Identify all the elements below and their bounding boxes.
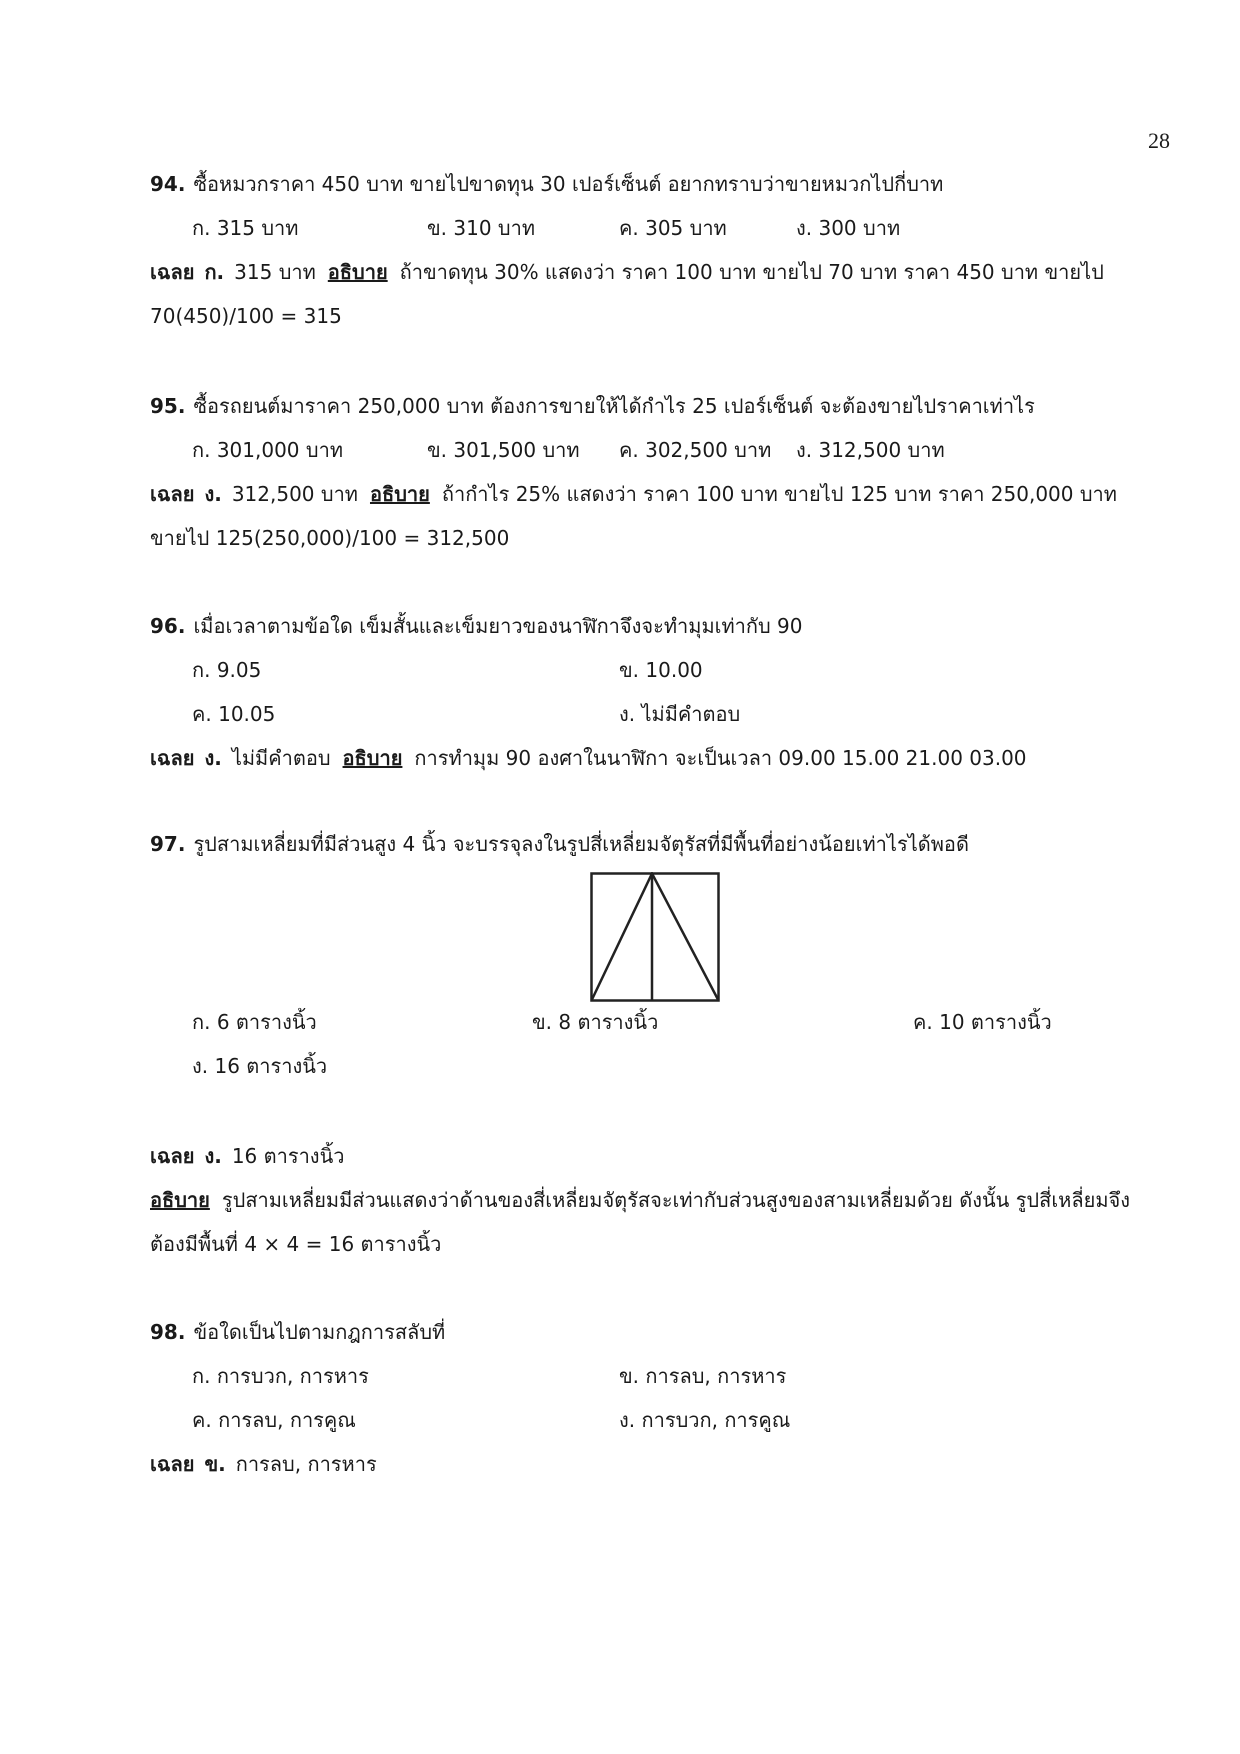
option-c: ค. 305 บาท — [619, 216, 727, 240]
option-b: ข. 310 บาท — [427, 216, 536, 240]
answer-text: การลบ, การหาร — [235, 1452, 377, 1476]
explain-continuation: ขายไป 125(250,000)/100 = 312,500 — [150, 526, 510, 550]
answer-94 — [150, 258, 1104, 286]
question-text: ซื้อหมวกราคา 450 บาท ขายไปขาดทุน 30 เปอร์เซ็นต์ อยากทราบว่าขายหมวกไปกี่บาท — [193, 172, 944, 196]
question-number: 94. — [150, 172, 186, 196]
question-98 — [150, 1318, 445, 1346]
option-a: ก. การบวก, การหาร — [192, 1364, 369, 1388]
option-a: ก. 6 ตารางนิ้ว — [192, 1010, 317, 1034]
answer-choice: ง. — [204, 1144, 222, 1168]
answer-choice: ง. — [204, 482, 222, 506]
option-d: ง. 312,500 บาท — [796, 438, 945, 462]
explain-continuation: 70(450)/100 = 315 — [150, 304, 342, 328]
question-number: 98. — [150, 1320, 186, 1344]
answer-text: ไม่มีคำตอบ — [231, 746, 331, 770]
page-number: 28 — [1148, 128, 1170, 153]
question-95 — [150, 392, 1035, 420]
question-number: 96. — [150, 614, 186, 638]
question-text: ข้อใดเป็นไปตามกฎการสลับที่ — [193, 1320, 446, 1344]
explain-text: การทำมุม 90 องศาในนาฬิกา จะเป็นเวลา 09.00 15.00 21.00 03.00 — [414, 746, 1027, 770]
explain-text: ถ้าขาดทุน 30% แสดงว่า ราคา 100 บาท ขายไป 70 บาท ราคา 450 บาท ขายไป — [399, 260, 1104, 284]
question-text: ซื้อรถยนต์มาราคา 250,000 บาท ต้องการขายให้ได้กำไร 25 เปอร์เซ็นต์ จะต้องขายไปราคาเท่าไร — [193, 394, 1035, 418]
triangle-in-square-figure — [590, 872, 720, 1002]
answer-label: เฉลย — [150, 746, 195, 770]
explanation-97 — [150, 1186, 1130, 1214]
option-b: ข. 10.00 — [619, 658, 703, 682]
explain-text: รูปสามเหลี่ยมมีส่วนแสดงว่าด้านของสี่เหลี่ยมจัตุรัสจะเท่ากับส่วนสูงของสามเหลี่ยมด้วย ดังนั้น รูปสี่เหลี่ยมจึง — [221, 1188, 1130, 1212]
answer-text: 312,500 บาท — [231, 482, 358, 506]
explain-label: อธิบาย — [342, 746, 403, 770]
question-96 — [150, 612, 803, 640]
explain-text: ถ้ากำไร 25% แสดงว่า ราคา 100 บาท ขายไป 125 บาท ราคา 250,000 บาท — [441, 482, 1117, 506]
answer-label: เฉลย — [150, 1452, 195, 1476]
question-text: เมื่อเวลาตามข้อใด เข็มสั้นและเข็มยาวของนาฬิกาจึงจะทำมุมเท่ากับ 90 — [193, 614, 803, 638]
answer-label: เฉลย — [150, 260, 195, 284]
option-a: ก. 9.05 — [192, 658, 262, 682]
answer-95 — [150, 480, 1117, 508]
answer-choice: ก. — [204, 260, 225, 284]
explain-label: อธิบาย — [327, 260, 388, 284]
answer-label: เฉลย — [150, 1144, 195, 1168]
question-number: 97. — [150, 832, 186, 856]
answer-text: 16 ตารางนิ้ว — [231, 1144, 345, 1168]
option-c: ค. 10 ตารางนิ้ว — [913, 1010, 1052, 1034]
option-c: ค. 10.05 — [192, 702, 276, 726]
option-d: ง. 300 บาท — [796, 216, 901, 240]
option-a: ก. 315 บาท — [192, 216, 299, 240]
answer-96 — [150, 744, 1027, 772]
question-94 — [150, 170, 943, 198]
answer-choice: ง. — [204, 746, 222, 770]
explain-label: อธิบาย — [369, 482, 430, 506]
answer-98 — [150, 1450, 377, 1478]
question-number: 95. — [150, 394, 186, 418]
answer-text: 315 บาท — [234, 260, 316, 284]
option-b: ข. 301,500 บาท — [427, 438, 580, 462]
option-d: ง. ไม่มีคำตอบ — [619, 702, 741, 726]
answer-97 — [150, 1142, 344, 1170]
explain-label: อธิบาย — [150, 1188, 210, 1212]
square-outline — [592, 874, 719, 1001]
option-b: ข. การลบ, การหาร — [619, 1364, 787, 1388]
question-97 — [150, 830, 969, 858]
option-b: ข. 8 ตารางนิ้ว — [532, 1010, 659, 1034]
triangle-outline — [592, 874, 719, 1001]
option-a: ก. 301,000 บาท — [192, 438, 343, 462]
option-c: ค. การลบ, การคูณ — [192, 1408, 356, 1432]
answer-choice: ข. — [204, 1452, 226, 1476]
question-text: รูปสามเหลี่ยมที่มีส่วนสูง 4 นิ้ว จะบรรจุลงในรูปสี่เหลี่ยมจัตุรัสที่มีพื้นที่อย่างน้อยเท่าไรได้พอดี — [193, 832, 969, 856]
explain-continuation: ต้องมีพื้นที่ 4 × 4 = 16 ตารางนิ้ว — [150, 1232, 442, 1256]
answer-label: เฉลย — [150, 482, 195, 506]
option-c: ค. 302,500 บาท — [619, 438, 772, 462]
option-d: ง. การบวก, การคูณ — [619, 1408, 791, 1432]
option-d: ง. 16 ตารางนิ้ว — [192, 1054, 328, 1078]
